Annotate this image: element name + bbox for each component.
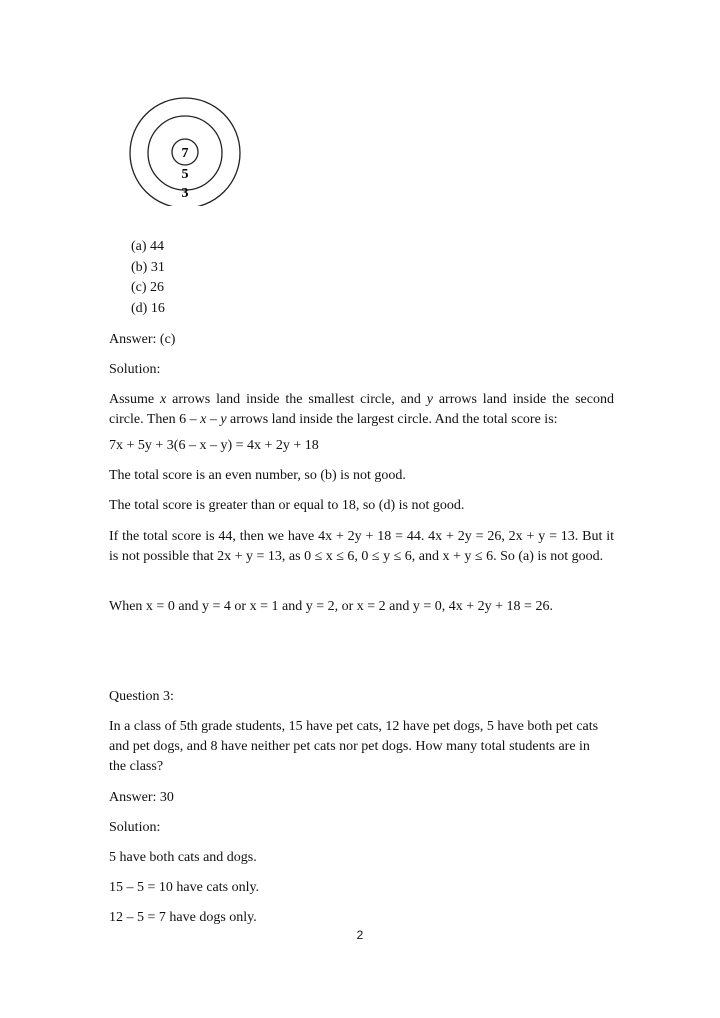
q2-paragraph-5: When x = 0 and y = 4 or x = 1 and y = 2, or x = 2 and y = 0, 4x + 2y + 18 = 26. [109, 599, 553, 614]
q2-solution-label: Solution: [109, 362, 161, 377]
option-c: (c) 26 [131, 280, 165, 295]
outer-score: 3 [181, 186, 189, 201]
q2-paragraph-4: If the total score is 44, then we have 4x + 2y + 18 = 44. 4x + 2y = 26, 2x + y = 13. But it is not possible that 2x + y = 13, as 0 ≤ x ≤ 6, 0 ≤ y ≤ 6, and x + y ≤ 6. So (a) is not good. [109, 529, 614, 564]
q2-equation: 7x + 5y + 3(6 – x – y) = 4x + 2y + 18 [109, 438, 319, 453]
target-diagram [128, 96, 244, 206]
inner-score: 7 [181, 146, 189, 161]
option-d: (d) 16 [131, 301, 165, 316]
option-b: (b) 31 [131, 260, 165, 275]
q2-paragraph-1: Assume x arrows land inside the smallest circle, and y arrows land inside the second circle. Then 6 – x – y arrows land inside the largest circle. And the total score is: [109, 392, 614, 427]
page-number: 2 [356, 928, 364, 942]
q3-title: Question 3: [109, 689, 174, 704]
q3-step-2: 15 – 5 = 10 have cats only. [109, 880, 260, 895]
q2-answer: Answer: (c) [109, 332, 176, 347]
q3-question-text: In a class of 5th grade students, 15 have pet cats, 12 have pet dogs, 5 have both pet cats and pet dogs, and 8 have neither pet cats nor pet dogs. How many total students are in the class? [109, 719, 599, 774]
q3-solution-label: Solution: [109, 820, 161, 835]
q3-step-1: 5 have both cats and dogs. [109, 850, 257, 865]
q3-answer: Answer: 30 [109, 790, 174, 805]
q3-step-3: 12 – 5 = 7 have dogs only. [109, 910, 257, 925]
q2-paragraph-2: The total score is an even number, so (b) is not good. [109, 468, 406, 483]
middle-score: 5 [181, 167, 189, 182]
q2-paragraph-3: The total score is greater than or equal to 18, so (d) is not good. [109, 498, 465, 513]
option-a: (a) 44 [131, 239, 165, 254]
